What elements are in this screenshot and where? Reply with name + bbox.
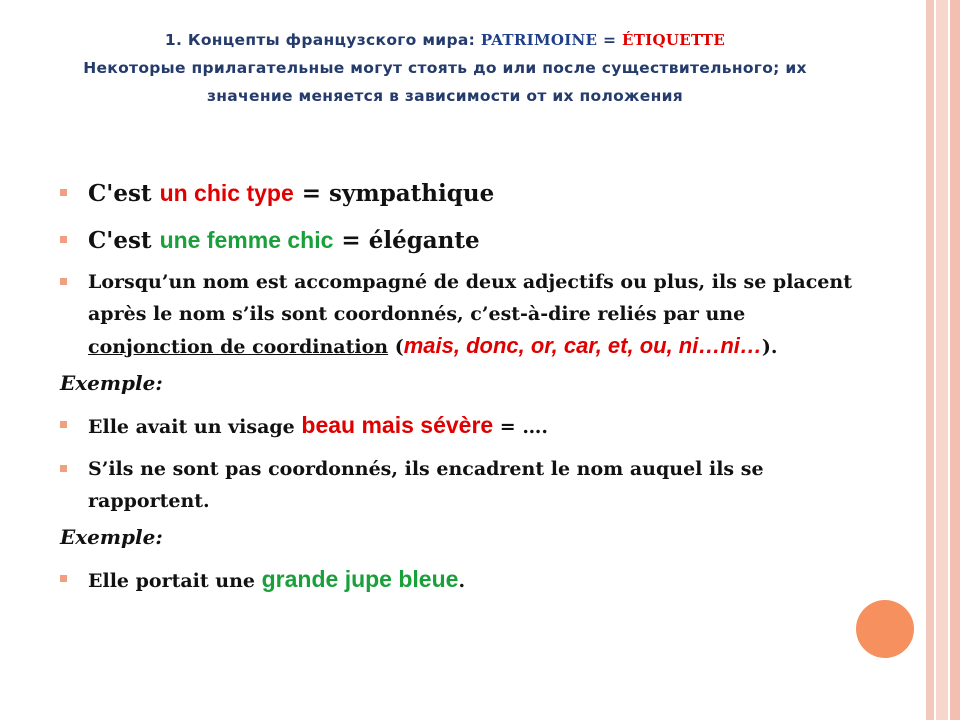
item-text: Elle avait un visage bbox=[88, 416, 302, 438]
item-highlight: un chic type bbox=[159, 180, 294, 206]
square-bullet-icon bbox=[60, 465, 67, 472]
item-text: Lorsqu’un nom est accompagné de deux adjectifs ou plus, ils se placent après le nom s’ils sont coordonnés, c’est-à-dire reliés par une bbox=[88, 271, 852, 325]
square-bullet-icon bbox=[60, 575, 67, 582]
item-text: ( bbox=[388, 336, 404, 358]
item-highlight: grande jupe bleue bbox=[261, 566, 459, 592]
item-text: = sympathique bbox=[293, 180, 495, 207]
square-bullet-icon bbox=[60, 278, 67, 285]
item-text: = …. bbox=[493, 416, 548, 438]
list-item bbox=[60, 174, 860, 213]
list-item bbox=[60, 266, 860, 363]
item-text: ). bbox=[761, 336, 778, 358]
item-highlight: une femme chic bbox=[159, 227, 334, 253]
item-text: Elle portait une bbox=[88, 570, 262, 592]
decorative-stripes bbox=[926, 0, 960, 720]
item-text: C'est bbox=[88, 227, 160, 254]
title-prefix: 1. Концепты французского мира: bbox=[164, 31, 481, 49]
list-item bbox=[60, 453, 860, 517]
title-equals: = bbox=[597, 31, 622, 49]
example-label: Exemple: bbox=[60, 525, 163, 549]
list-item bbox=[60, 221, 860, 260]
example-label: Exemple: bbox=[60, 371, 163, 395]
slide-body bbox=[60, 174, 860, 597]
title-patrimoine: PATRIMOINE bbox=[480, 31, 598, 49]
decorative-circle-icon bbox=[856, 600, 914, 658]
list-item bbox=[60, 563, 860, 597]
list-item bbox=[60, 409, 860, 443]
item-highlight: mais, donc, or, car, et, ou, ni…ni… bbox=[403, 333, 762, 358]
square-bullet-icon bbox=[60, 236, 67, 243]
item-text: C'est bbox=[88, 180, 160, 207]
title-subtitle: Некоторые прилагательные могут стоять до или после существительного; их значение меняется в зависимости от их положения bbox=[83, 59, 807, 105]
item-text: S’ils ne sont pas coordonnés, ils encadrent le nom auquel ils se rapportent. bbox=[88, 458, 764, 512]
title-etiquette: ÉTIQUETTE bbox=[621, 31, 726, 49]
square-bullet-icon bbox=[60, 189, 67, 196]
item-highlight: beau mais sévère bbox=[301, 412, 494, 438]
item-text: = élégante bbox=[333, 227, 480, 254]
slide-title bbox=[50, 26, 840, 110]
item-text: . bbox=[458, 570, 466, 592]
square-bullet-icon bbox=[60, 421, 67, 428]
underlined-term: conjonction de coordination bbox=[88, 336, 389, 358]
